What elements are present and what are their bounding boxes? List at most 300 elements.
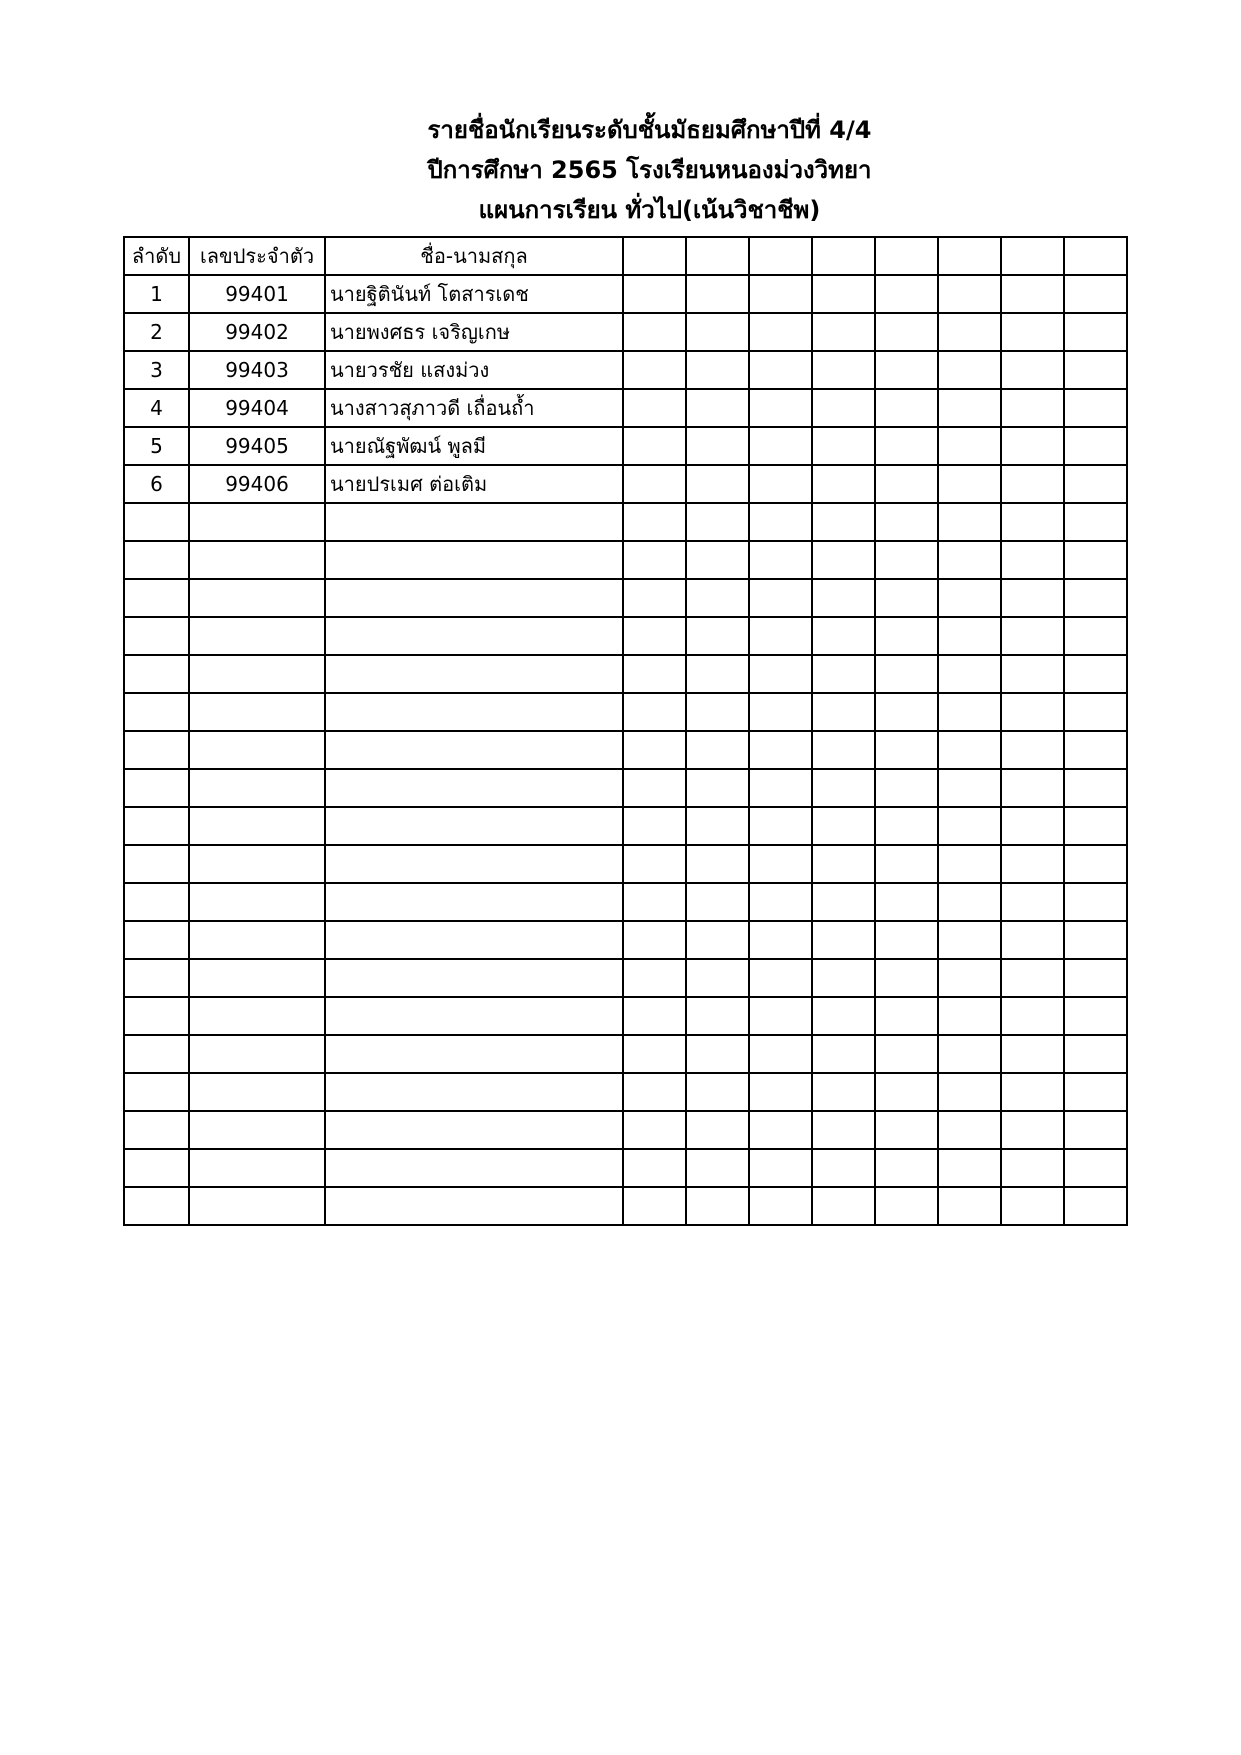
- cell-student-id: 99406: [189, 465, 325, 503]
- blank-cell: [938, 275, 1001, 313]
- cell-student-id: [189, 997, 325, 1035]
- blank-cell: [1001, 731, 1064, 769]
- blank-cell: [749, 693, 812, 731]
- header-name: ชื่อ-นามสกุล: [325, 237, 623, 275]
- cell-no: [124, 959, 189, 997]
- cell-no: [124, 1073, 189, 1111]
- cell-no: [124, 1111, 189, 1149]
- blank-cell: [938, 959, 1001, 997]
- blank-cell: [812, 807, 875, 845]
- blank-cell: [938, 807, 1001, 845]
- table-row: [124, 883, 1127, 921]
- blank-cell: [749, 1149, 812, 1187]
- cell-name: [325, 503, 623, 541]
- blank-cell: [623, 693, 686, 731]
- cell-student-id: [189, 541, 325, 579]
- table-row: [124, 1073, 1127, 1111]
- blank-cell: [1064, 541, 1127, 579]
- cell-student-id: [189, 731, 325, 769]
- blank-cell: [686, 731, 749, 769]
- cell-student-id: [189, 807, 325, 845]
- blank-cell: [1001, 541, 1064, 579]
- cell-no: 4: [124, 389, 189, 427]
- blank-cell: [1064, 997, 1127, 1035]
- blank-cell: [749, 807, 812, 845]
- header-blank-cell: [749, 237, 812, 275]
- blank-cell: [749, 1035, 812, 1073]
- cell-student-id: 99404: [189, 389, 325, 427]
- cell-student-id: [189, 845, 325, 883]
- blank-cell: [686, 275, 749, 313]
- blank-cell: [623, 655, 686, 693]
- blank-cell: [812, 579, 875, 617]
- blank-cell: [1001, 389, 1064, 427]
- blank-cell: [1001, 921, 1064, 959]
- blank-cell: [812, 921, 875, 959]
- blank-cell: [749, 731, 812, 769]
- blank-cell: [749, 959, 812, 997]
- header-no: ลำดับ: [124, 237, 189, 275]
- blank-cell: [938, 693, 1001, 731]
- cell-student-id: [189, 1111, 325, 1149]
- blank-cell: [875, 465, 938, 503]
- cell-student-id: [189, 883, 325, 921]
- blank-cell: [938, 883, 1001, 921]
- table-row: [124, 769, 1127, 807]
- blank-cell: [938, 1073, 1001, 1111]
- blank-cell: [623, 465, 686, 503]
- cell-no: [124, 617, 189, 655]
- cell-no: [124, 579, 189, 617]
- cell-student-id: [189, 1035, 325, 1073]
- cell-student-id: [189, 769, 325, 807]
- blank-cell: [812, 1187, 875, 1225]
- blank-cell: [875, 959, 938, 997]
- blank-cell: [1064, 845, 1127, 883]
- blank-cell: [812, 1073, 875, 1111]
- cell-student-id: [189, 693, 325, 731]
- blank-cell: [1064, 389, 1127, 427]
- blank-cell: [1064, 693, 1127, 731]
- cell-name: [325, 1073, 623, 1111]
- blank-cell: [623, 617, 686, 655]
- blank-cell: [938, 541, 1001, 579]
- blank-cell: [938, 845, 1001, 883]
- blank-cell: [623, 1073, 686, 1111]
- blank-cell: [1064, 769, 1127, 807]
- blank-cell: [1064, 465, 1127, 503]
- blank-cell: [1001, 313, 1064, 351]
- table-row: [124, 693, 1127, 731]
- blank-cell: [623, 579, 686, 617]
- blank-cell: [1064, 275, 1127, 313]
- title-line-study-plan: แผนการเรียน ทั่วไป(เน้นวิชาชีพ): [478, 196, 821, 224]
- blank-cell: [623, 959, 686, 997]
- cell-student-id: [189, 1187, 325, 1225]
- blank-cell: [686, 845, 749, 883]
- cell-name: [325, 1187, 623, 1225]
- cell-student-id: 99405: [189, 427, 325, 465]
- blank-cell: [938, 1111, 1001, 1149]
- blank-cell: [812, 465, 875, 503]
- blank-cell: [1001, 1035, 1064, 1073]
- blank-cell: [875, 579, 938, 617]
- blank-cell: [1064, 807, 1127, 845]
- cell-no: [124, 541, 189, 579]
- blank-cell: [938, 579, 1001, 617]
- table-row: [124, 1149, 1127, 1187]
- blank-cell: [1064, 427, 1127, 465]
- cell-name: นายพงศธร เจริญเกษ: [325, 313, 623, 351]
- blank-cell: [812, 389, 875, 427]
- cell-no: [124, 1187, 189, 1225]
- cell-name: [325, 1111, 623, 1149]
- blank-cell: [1001, 579, 1064, 617]
- cell-no: 5: [124, 427, 189, 465]
- blank-cell: [623, 351, 686, 389]
- blank-cell: [749, 1187, 812, 1225]
- document-title: [0, 110, 1241, 230]
- blank-cell: [749, 541, 812, 579]
- blank-cell: [875, 807, 938, 845]
- blank-cell: [1001, 655, 1064, 693]
- cell-no: 3: [124, 351, 189, 389]
- blank-cell: [623, 883, 686, 921]
- cell-name: [325, 579, 623, 617]
- cell-no: 6: [124, 465, 189, 503]
- header-blank-cell: [1001, 237, 1064, 275]
- cell-name: [325, 921, 623, 959]
- blank-cell: [875, 769, 938, 807]
- cell-no: [124, 503, 189, 541]
- blank-cell: [623, 313, 686, 351]
- blank-cell: [875, 1187, 938, 1225]
- cell-name: นายวรชัย แสงม่วง: [325, 351, 623, 389]
- blank-cell: [875, 1073, 938, 1111]
- blank-cell: [686, 769, 749, 807]
- blank-cell: [686, 921, 749, 959]
- cell-name: [325, 883, 623, 921]
- table-row: [124, 541, 1127, 579]
- blank-cell: [749, 883, 812, 921]
- blank-cell: [1001, 807, 1064, 845]
- blank-cell: [812, 883, 875, 921]
- blank-cell: [686, 997, 749, 1035]
- cell-name: [325, 541, 623, 579]
- blank-cell: [1001, 465, 1064, 503]
- cell-name: [325, 693, 623, 731]
- blank-cell: [1064, 883, 1127, 921]
- blank-cell: [686, 1149, 749, 1187]
- cell-student-id: [189, 1073, 325, 1111]
- blank-cell: [812, 655, 875, 693]
- blank-cell: [812, 845, 875, 883]
- blank-cell: [686, 693, 749, 731]
- blank-cell: [875, 541, 938, 579]
- blank-cell: [686, 351, 749, 389]
- blank-cell: [686, 503, 749, 541]
- blank-cell: [686, 579, 749, 617]
- blank-cell: [1064, 1035, 1127, 1073]
- blank-cell: [623, 427, 686, 465]
- cell-no: [124, 693, 189, 731]
- blank-cell: [1001, 883, 1064, 921]
- cell-name: นายฐิตินันท์ โตสารเดช: [325, 275, 623, 313]
- blank-cell: [749, 579, 812, 617]
- blank-cell: [623, 1035, 686, 1073]
- blank-cell: [749, 617, 812, 655]
- blank-cell: [938, 655, 1001, 693]
- blank-cell: [1064, 503, 1127, 541]
- table-row: [124, 579, 1127, 617]
- title-line-year-school: ปีการศึกษา 2565 โรงเรียนหนองม่วงวิทยา: [427, 156, 872, 184]
- cell-name: [325, 959, 623, 997]
- blank-cell: [938, 313, 1001, 351]
- blank-cell: [875, 883, 938, 921]
- blank-cell: [749, 389, 812, 427]
- table-row: [124, 1187, 1127, 1225]
- blank-cell: [1001, 845, 1064, 883]
- table-row: [124, 1111, 1127, 1149]
- table-row: [124, 389, 1127, 427]
- header-blank-cell: [623, 237, 686, 275]
- blank-cell: [623, 807, 686, 845]
- blank-cell: [1001, 997, 1064, 1035]
- blank-cell: [812, 1111, 875, 1149]
- table-row: [124, 959, 1127, 997]
- blank-cell: [623, 769, 686, 807]
- cell-student-id: [189, 921, 325, 959]
- blank-cell: [1064, 1187, 1127, 1225]
- blank-cell: [749, 503, 812, 541]
- table-row: [124, 351, 1127, 389]
- table-row: [124, 731, 1127, 769]
- blank-cell: [749, 1111, 812, 1149]
- cell-no: [124, 845, 189, 883]
- blank-cell: [1001, 959, 1064, 997]
- blank-cell: [1001, 427, 1064, 465]
- blank-cell: [623, 921, 686, 959]
- blank-cell: [1064, 731, 1127, 769]
- blank-cell: [623, 275, 686, 313]
- blank-cell: [875, 427, 938, 465]
- blank-cell: [623, 731, 686, 769]
- table-row: [124, 655, 1127, 693]
- blank-cell: [749, 769, 812, 807]
- blank-cell: [812, 959, 875, 997]
- blank-cell: [749, 845, 812, 883]
- blank-cell: [812, 541, 875, 579]
- blank-cell: [938, 389, 1001, 427]
- cell-student-id: [189, 579, 325, 617]
- cell-name: [325, 1149, 623, 1187]
- blank-cell: [1001, 351, 1064, 389]
- header-blank-cell: [812, 237, 875, 275]
- table-body: [124, 275, 1127, 1225]
- header-blank-cell: [875, 237, 938, 275]
- cell-student-id: 99403: [189, 351, 325, 389]
- table-row: [124, 503, 1127, 541]
- table-row: [124, 465, 1127, 503]
- blank-cell: [875, 1149, 938, 1187]
- blank-cell: [875, 921, 938, 959]
- blank-cell: [812, 997, 875, 1035]
- blank-cell: [623, 503, 686, 541]
- cell-no: [124, 1149, 189, 1187]
- blank-cell: [812, 351, 875, 389]
- blank-cell: [686, 655, 749, 693]
- table-header-row: [124, 237, 1127, 275]
- blank-cell: [875, 845, 938, 883]
- blank-cell: [686, 541, 749, 579]
- cell-no: [124, 883, 189, 921]
- blank-cell: [1064, 313, 1127, 351]
- cell-no: [124, 655, 189, 693]
- cell-name: [325, 655, 623, 693]
- blank-cell: [875, 313, 938, 351]
- blank-cell: [1001, 769, 1064, 807]
- blank-cell: [1064, 921, 1127, 959]
- blank-cell: [749, 921, 812, 959]
- cell-name: นายณัฐพัฒน์ พูลมี: [325, 427, 623, 465]
- cell-student-id: 99402: [189, 313, 325, 351]
- header-blank-cell: [938, 237, 1001, 275]
- table-row: [124, 427, 1127, 465]
- cell-name: [325, 845, 623, 883]
- blank-cell: [1064, 617, 1127, 655]
- header-blank-cell: [1064, 237, 1127, 275]
- cell-name: นายปรเมศ ต่อเติม: [325, 465, 623, 503]
- blank-cell: [749, 465, 812, 503]
- blank-cell: [686, 959, 749, 997]
- blank-cell: [875, 997, 938, 1035]
- blank-cell: [1001, 1073, 1064, 1111]
- blank-cell: [623, 1149, 686, 1187]
- blank-cell: [812, 313, 875, 351]
- table-row: [124, 275, 1127, 313]
- table-row: [124, 313, 1127, 351]
- blank-cell: [938, 503, 1001, 541]
- blank-cell: [686, 427, 749, 465]
- blank-cell: [1064, 1111, 1127, 1149]
- blank-cell: [686, 465, 749, 503]
- blank-cell: [875, 503, 938, 541]
- blank-cell: [623, 845, 686, 883]
- blank-cell: [1001, 693, 1064, 731]
- blank-cell: [875, 617, 938, 655]
- blank-cell: [938, 1149, 1001, 1187]
- table-row: [124, 617, 1127, 655]
- blank-cell: [623, 997, 686, 1035]
- blank-cell: [812, 693, 875, 731]
- blank-cell: [938, 617, 1001, 655]
- blank-cell: [875, 275, 938, 313]
- blank-cell: [686, 389, 749, 427]
- blank-cell: [875, 389, 938, 427]
- blank-cell: [875, 655, 938, 693]
- blank-cell: [1064, 1149, 1127, 1187]
- blank-cell: [686, 807, 749, 845]
- blank-cell: [623, 1111, 686, 1149]
- student-roster-table: [123, 236, 1128, 1226]
- blank-cell: [938, 997, 1001, 1035]
- blank-cell: [1064, 579, 1127, 617]
- cell-student-id: 99401: [189, 275, 325, 313]
- cell-student-id: [189, 617, 325, 655]
- blank-cell: [1064, 959, 1127, 997]
- blank-cell: [1001, 275, 1064, 313]
- cell-name: [325, 997, 623, 1035]
- blank-cell: [1001, 503, 1064, 541]
- blank-cell: [1064, 655, 1127, 693]
- blank-cell: [686, 883, 749, 921]
- header-student-id: เลขประจำตัว: [189, 237, 325, 275]
- blank-cell: [875, 1111, 938, 1149]
- blank-cell: [749, 351, 812, 389]
- blank-cell: [875, 1035, 938, 1073]
- cell-no: [124, 997, 189, 1035]
- title-line-class: รายชื่อนักเรียนระดับชั้นมัธยมศึกษาปีที่ 4/4: [427, 116, 872, 144]
- cell-name: [325, 1035, 623, 1073]
- cell-name: นางสาวสุภาวดี เถื่อนถ้ำ: [325, 389, 623, 427]
- blank-cell: [812, 1149, 875, 1187]
- blank-cell: [1064, 351, 1127, 389]
- cell-no: [124, 921, 189, 959]
- blank-cell: [812, 1035, 875, 1073]
- cell-student-id: [189, 655, 325, 693]
- blank-cell: [623, 389, 686, 427]
- blank-cell: [812, 275, 875, 313]
- blank-cell: [749, 275, 812, 313]
- cell-student-id: [189, 503, 325, 541]
- blank-cell: [749, 655, 812, 693]
- cell-no: [124, 731, 189, 769]
- blank-cell: [749, 1073, 812, 1111]
- blank-cell: [623, 1187, 686, 1225]
- cell-name: [325, 807, 623, 845]
- blank-cell: [686, 1187, 749, 1225]
- blank-cell: [686, 1035, 749, 1073]
- blank-cell: [875, 351, 938, 389]
- table-row: [124, 845, 1127, 883]
- blank-cell: [686, 617, 749, 655]
- blank-cell: [938, 427, 1001, 465]
- blank-cell: [938, 731, 1001, 769]
- blank-cell: [812, 731, 875, 769]
- blank-cell: [875, 693, 938, 731]
- blank-cell: [686, 313, 749, 351]
- blank-cell: [938, 1187, 1001, 1225]
- cell-name: [325, 769, 623, 807]
- cell-name: [325, 617, 623, 655]
- blank-cell: [812, 503, 875, 541]
- table-row: [124, 1035, 1127, 1073]
- blank-cell: [1001, 1149, 1064, 1187]
- table-row: [124, 921, 1127, 959]
- cell-student-id: [189, 959, 325, 997]
- blank-cell: [623, 541, 686, 579]
- blank-cell: [749, 997, 812, 1035]
- table-row: [124, 997, 1127, 1035]
- blank-cell: [938, 769, 1001, 807]
- blank-cell: [938, 465, 1001, 503]
- blank-cell: [1001, 617, 1064, 655]
- cell-name: [325, 731, 623, 769]
- blank-cell: [1064, 1073, 1127, 1111]
- cell-student-id: [189, 1149, 325, 1187]
- cell-no: 2: [124, 313, 189, 351]
- blank-cell: [938, 1035, 1001, 1073]
